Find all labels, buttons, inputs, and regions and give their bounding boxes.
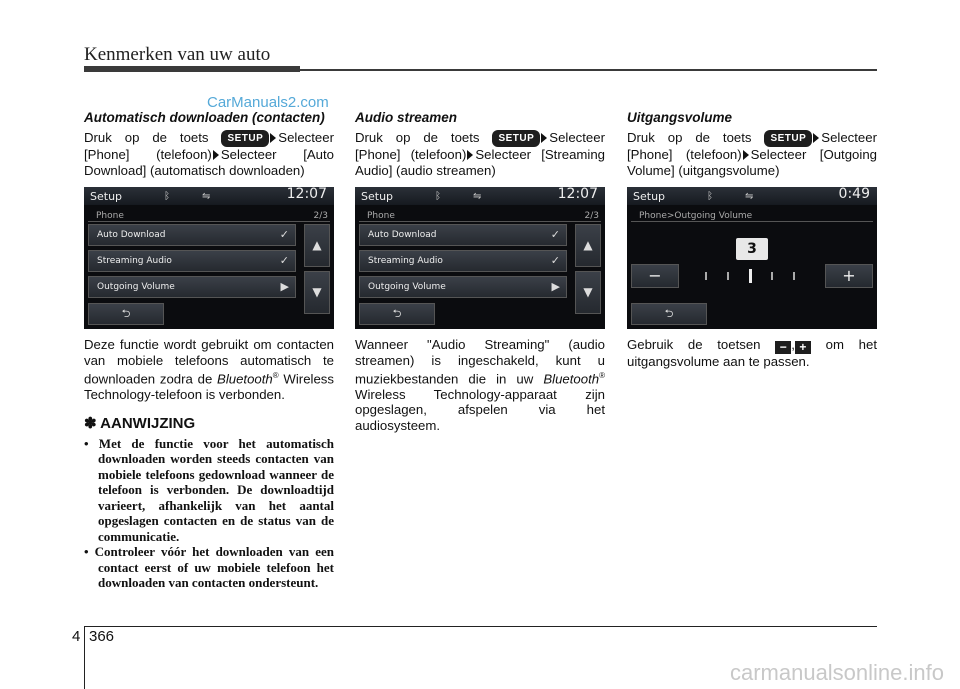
arrow-right-icon <box>813 133 819 143</box>
menu-item-auto-download[interactable]: Auto Download ✓ <box>359 224 567 246</box>
bluetooth-icon: ᛒ <box>435 191 441 202</box>
back-button[interactable]: ⮌ <box>88 303 164 325</box>
screen-clock: 12:07 <box>557 187 598 202</box>
menu-item-streaming-audio[interactable]: Streaming Audio ✓ <box>88 250 296 272</box>
scroll-up-button[interactable]: ▲ <box>575 224 601 267</box>
usb-icon: ⇋ <box>745 191 754 202</box>
section-title: Audio streamen <box>355 110 458 125</box>
column-auto-download <box>84 110 334 591</box>
screen-page: 2/3 <box>584 211 599 221</box>
note-item: • Controleer vóór het downloaden van een contact eerst of uw mobiele telefoon het downloaden van contacten ondersteunt. <box>84 544 334 591</box>
setup-screen <box>84 187 334 329</box>
screen-subtitle: Phone <box>96 211 124 221</box>
bluetooth-icon: ᛒ <box>707 191 713 202</box>
menu-item-streaming-audio[interactable]: Streaming Audio ✓ <box>359 250 567 272</box>
column-outgoing-volume <box>627 110 877 370</box>
instruction: Druk op de toets SETUP Selecteer [Phone] (telefoon) Selecteer [Streaming Audio] (audio streamen) <box>355 129 605 178</box>
check-icon: ✓ <box>550 254 560 267</box>
screen-title: Setup <box>633 190 666 203</box>
scroll-down-button[interactable]: ▼ <box>304 271 330 314</box>
setup-key-badge: SETUP <box>221 130 269 148</box>
instruction: Druk op de toets SETUP Selecteer [Phone] (telefoon) Selecteer [Outgoing Volume] (uitgangsvolume) <box>627 129 877 178</box>
note-item: • Met de functie voor het automatisch downloaden worden steeds contacten van mobiele telefoons gedownload wanneer de telefoon is verbonden. De downloadtijd varieert, afhankelijk van het aantal opgeslagen contacten en de status van de communicatie. <box>84 435 334 544</box>
volume-scale <box>697 268 807 284</box>
header-rule <box>300 69 877 71</box>
setup-screen <box>355 187 605 329</box>
scroll-down-button[interactable]: ▼ <box>575 271 601 314</box>
header-bar <box>84 66 300 72</box>
play-icon: ▶ <box>551 280 560 293</box>
plus-key-icon: + <box>795 341 811 354</box>
volume-value: 3 <box>736 238 768 260</box>
footer-divider <box>84 626 85 689</box>
description: Gebruik de toetsen − , + om het uitgangsvolume aan te passen. <box>627 337 878 369</box>
screen-page: 2/3 <box>313 211 328 221</box>
description: Wanneer "Audio Streaming" (audio streamen) is ingeschakeld, kunt u muziekbestanden die in uw Bluetooth® Wireless Technology-apparaat zijn opgeslagen, afspelen via het audiosysteem. <box>355 337 605 433</box>
site-watermark: carmanualsonline.info <box>729 660 944 685</box>
menu-item-outgoing-volume[interactable]: Outgoing Volume ▶ <box>359 276 567 298</box>
scroll-up-button[interactable]: ▲ <box>304 224 330 267</box>
screen-title: Setup <box>361 190 394 203</box>
arrow-right-icon <box>467 150 473 160</box>
arrow-right-icon <box>270 133 276 143</box>
chapter-number: 4 <box>72 628 81 645</box>
footer-rule <box>84 626 877 627</box>
watermark: CarManuals2.com <box>207 94 329 111</box>
instruction: Druk op de toets SETUP Selecteer [Phone] (telefoon) Selecteer [Auto Download] (automatisch downloaden) <box>84 129 335 178</box>
column-audio-streaming <box>355 110 605 433</box>
check-icon: ✓ <box>279 228 289 241</box>
volume-plus-button[interactable]: + <box>825 264 873 288</box>
arrow-right-icon <box>541 133 547 143</box>
volume-minus-button[interactable]: − <box>631 264 679 288</box>
arrow-right-icon <box>213 150 219 160</box>
menu-item-auto-download[interactable]: Auto Download ✓ <box>88 224 296 246</box>
arrow-right-icon <box>743 150 749 160</box>
page-number: 366 <box>89 628 115 645</box>
section-title: Uitgangsvolume <box>627 110 733 125</box>
bluetooth-icon: ᛒ <box>164 191 170 202</box>
check-icon: ✓ <box>279 254 289 267</box>
screen-subtitle: Phone>Outgoing Volume <box>639 211 753 221</box>
minus-key-icon: − <box>775 341 791 354</box>
screen-clock: 0:49 <box>838 187 870 202</box>
setup-key-badge: SETUP <box>492 130 540 148</box>
usb-icon: ⇋ <box>202 191 211 202</box>
description: Deze functie wordt gebruikt om contacten van mobiele telefoons automatisch te downloaden zodra de Bluetooth® Wireless Technology-telefoon is verbonden. <box>84 337 334 402</box>
check-icon: ✓ <box>550 228 560 241</box>
back-button[interactable]: ⮌ <box>631 303 707 325</box>
back-button[interactable]: ⮌ <box>359 303 435 325</box>
volume-screen <box>627 187 877 329</box>
menu-item-outgoing-volume[interactable]: Outgoing Volume ▶ <box>88 276 296 298</box>
note-heading: ✽ AANWIJZING <box>84 415 196 433</box>
section-title: Automatisch downloaden (contacten) <box>84 110 325 125</box>
header-title: Kenmerken van uw auto <box>84 44 271 65</box>
screen-clock: 12:07 <box>286 187 327 202</box>
screen-subtitle: Phone <box>367 211 395 221</box>
screen-title: Setup <box>90 190 123 203</box>
usb-icon: ⇋ <box>473 191 482 202</box>
play-icon: ▶ <box>280 280 289 293</box>
setup-key-badge: SETUP <box>764 130 812 148</box>
